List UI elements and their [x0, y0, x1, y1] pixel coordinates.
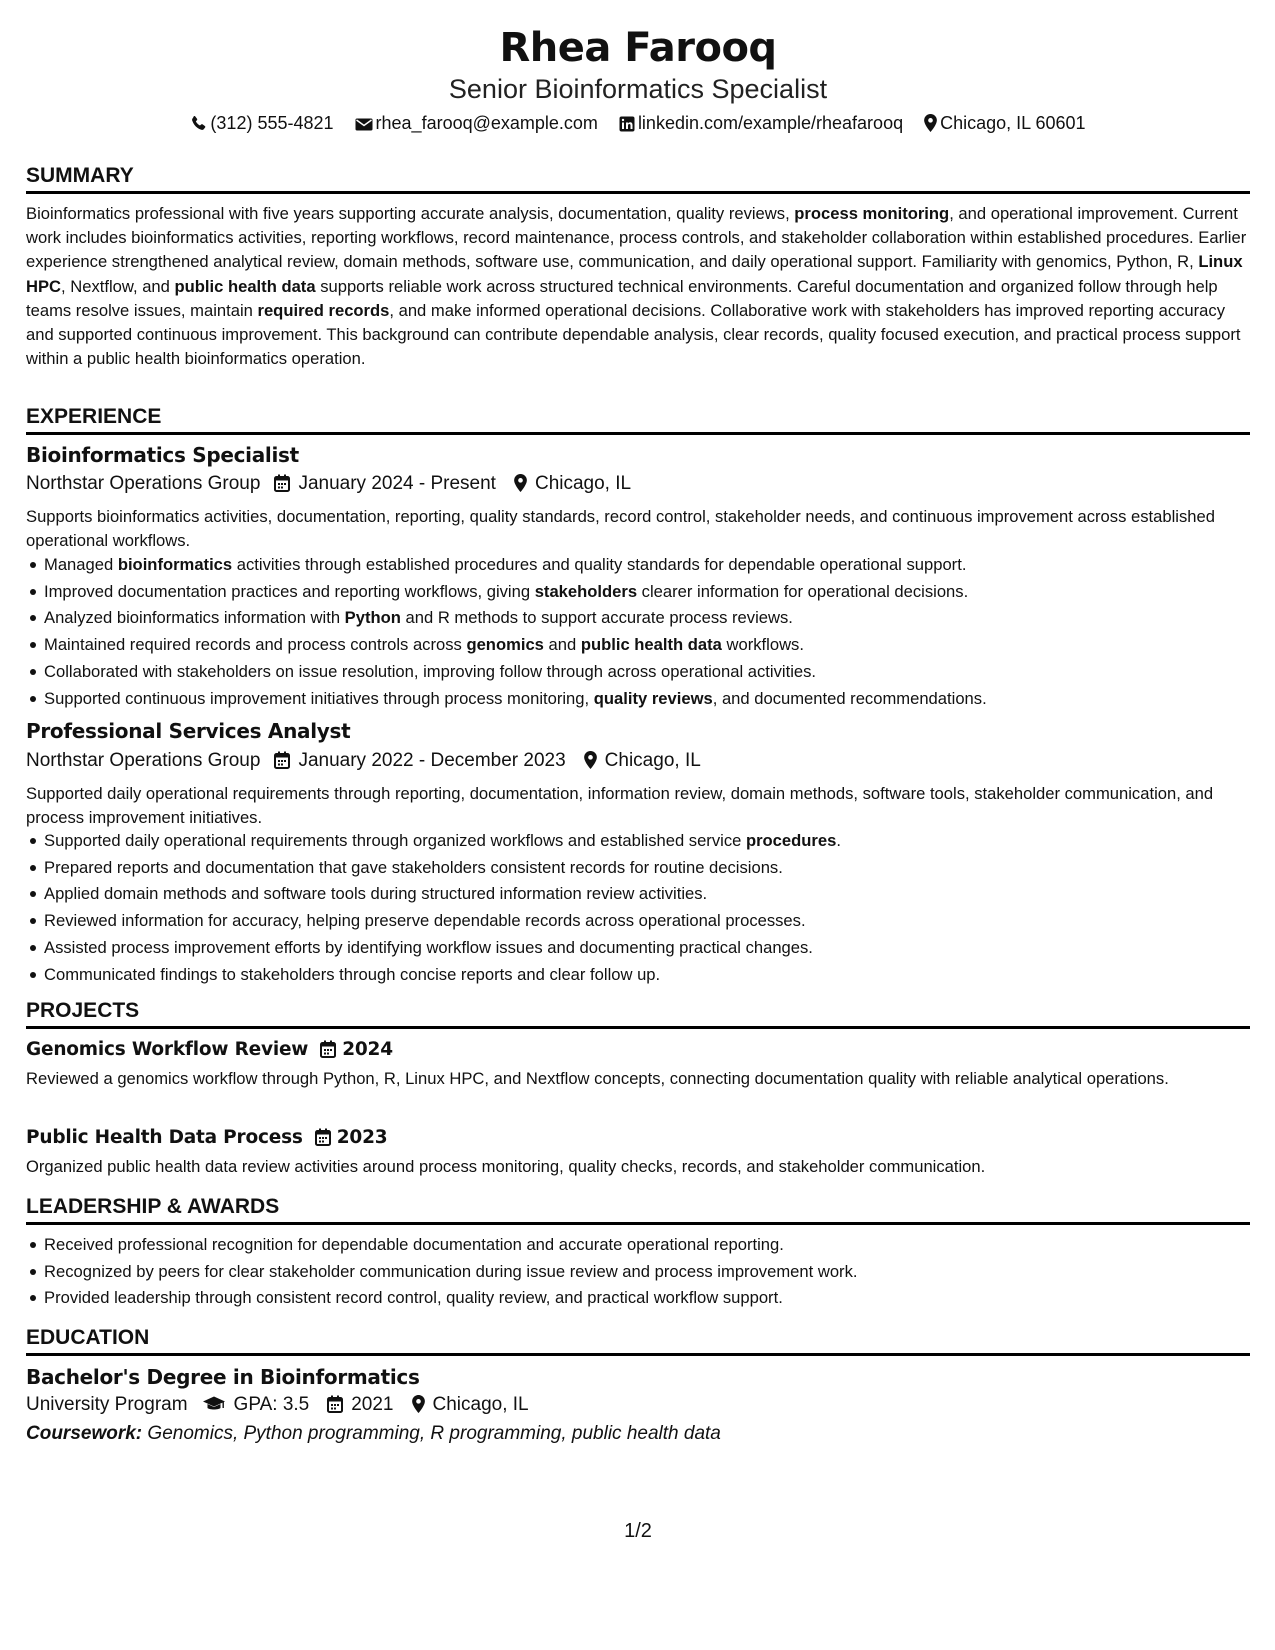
job-description: Supports bioinformatics activities, documentation, reporting, quality standards, record control, stakeholder needs, and continuous improvement across established operational workflows.	[26, 507, 1215, 551]
job-company: Northstar Operations Group	[26, 750, 261, 771]
list-item	[44, 552, 1268, 579]
bold-keyword: genomics	[466, 635, 544, 655]
calendar-icon	[274, 474, 290, 500]
phone-icon	[190, 115, 207, 132]
map-pin-icon	[584, 751, 597, 777]
calendar-icon	[274, 751, 290, 777]
text-run: workflows.	[721, 635, 804, 655]
bold-keyword: bioinformatics	[117, 555, 233, 574]
text-run: Reviewed information for accuracy, helping preserve dependable records across operational processes.	[44, 911, 806, 931]
project-description: Reviewed a genomics workflow through Python, R, Linux HPC, and Nextflow concepts, connecting documentation quality with reliable analytical operations.	[26, 1069, 1169, 1088]
bold-keyword: stakeholders	[534, 581, 638, 601]
bold-keyword: required records	[257, 300, 390, 320]
text-run: clearer information for operational decisions.	[637, 581, 969, 601]
graduation-year: 2021	[351, 1394, 394, 1415]
section-heading-education: EDUCATION	[26, 1325, 1250, 1356]
list-item	[44, 908, 1268, 935]
job-location: Chicago, IL	[604, 750, 701, 771]
project-year: 2023	[336, 1127, 388, 1148]
job-role: Bioinformatics Specialist	[26, 443, 299, 467]
list-item	[44, 828, 1268, 855]
list-item	[44, 881, 1268, 908]
resume-page	[26, 0, 1250, 1650]
bold-keyword: procedures	[745, 831, 837, 850]
job-dates: January 2024 - Present	[298, 473, 496, 494]
page-number: 1/2	[624, 1520, 652, 1542]
job-meta	[26, 748, 701, 777]
calendar-icon	[320, 1040, 336, 1066]
text-run: Recognized by peers for clear stakeholder communication during issue review and process improvement work.	[44, 1261, 858, 1281]
text-run: and	[543, 635, 581, 655]
bold-keyword: Linux HPC	[26, 252, 1243, 296]
list-item	[44, 1285, 1268, 1312]
candidate-title: Senior Bioinformatics Specialist	[448, 74, 828, 104]
text-run: Analyzed bioinformatics information with	[44, 608, 345, 628]
text-run: Maintained required records and process controls across	[44, 635, 467, 655]
text-run: Provided leadership through consistent record control, quality review, and practical workflow support.	[44, 1288, 783, 1308]
section-heading-projects: PROJECTS	[26, 998, 1250, 1029]
project-title	[26, 1037, 393, 1066]
text-run: , and operational improvement. Current work includes bioinformatics activities, reporting workflows, record maintenance, process controls, and stakeholder collaboration within established procedures. Earlier experience strengthened analytical review, domain methods, software use, communication, and daily operational support. Familiarity with genomics, Python, R,	[26, 204, 1247, 272]
project-description: Organized public health data review activities around process monitoring, quality checks, records, and stakeholder communication.	[26, 1157, 986, 1176]
list-item	[44, 686, 1268, 713]
degree-title: Bachelor's Degree in Bioinformatics	[26, 1365, 420, 1389]
job-meta	[26, 471, 631, 500]
contact-location-text: Chicago, IL 60601	[940, 113, 1086, 133]
bold-keyword: Python	[344, 608, 401, 628]
list-item	[44, 1259, 1268, 1286]
bold-keyword: public health data	[174, 276, 316, 296]
contact-linkedin-text: linkedin.com/example/rheafarooq	[637, 113, 904, 133]
job-dates: January 2022 - December 2023	[298, 750, 566, 771]
coursework-label: Coursework:	[26, 1423, 143, 1444]
map-pin-icon	[514, 474, 527, 500]
text-run: Received professional recognition for dependable documentation and accurate operational reporting.	[44, 1235, 784, 1254]
project-name: Public Health Data Process	[26, 1127, 303, 1148]
list-item	[44, 632, 1268, 659]
text-run: Managed	[44, 555, 118, 574]
school-location: Chicago, IL	[432, 1394, 529, 1415]
text-run: Bioinformatics professional with five years supporting accurate analysis, documentation, quality reviews,	[26, 204, 795, 223]
contact-linkedin[interactable]	[619, 111, 903, 135]
gpa: GPA: 3.5	[233, 1394, 310, 1415]
calendar-icon	[315, 1128, 331, 1154]
coursework	[26, 1421, 721, 1447]
text-run: supports reliable work across structured technical environments. Careful documentation and organized follow through help teams resolve issues, maintain	[26, 276, 1218, 320]
list-item	[44, 855, 1268, 882]
list-item	[44, 1232, 1268, 1259]
coursework-list: Genomics, Python programming, R programming, public health data	[142, 1423, 721, 1444]
school-name: University Program	[26, 1394, 188, 1415]
bold-keyword: process monitoring	[794, 204, 950, 223]
job-description: Supported daily operational requirements through reporting, documentation, information review, domain methods, software tools, stakeholder communication, and process improvement initiatives.	[26, 784, 1214, 828]
map-pin-icon	[924, 114, 937, 132]
text-run: Assisted process improvement efforts by identifying workflow issues and documenting practical changes.	[44, 937, 813, 957]
linkedin-icon	[619, 116, 635, 132]
contact-bar	[26, 111, 1250, 135]
text-run: Prepared reports and documentation that gave stakeholders consistent records for routine decisions.	[44, 857, 783, 877]
list-item	[44, 962, 1268, 989]
text-run: , Nextflow, and	[61, 276, 175, 296]
job-company: Northstar Operations Group	[26, 473, 261, 494]
text-run: Communicated findings to stakeholders through concise reports and clear follow up.	[44, 964, 661, 984]
section-heading-summary: SUMMARY	[26, 163, 1250, 194]
text-run: Supported daily operational requirements through organized workflows and established service	[44, 831, 746, 850]
envelope-icon	[355, 117, 373, 132]
contact-email-text: rhea_farooq@example.com	[375, 113, 598, 133]
section-heading-experience: EXPERIENCE	[26, 404, 1250, 435]
list-item	[44, 935, 1268, 962]
contact-phone-text: (312) 555-4821	[210, 113, 334, 133]
list-item	[44, 659, 1268, 686]
text-run: Applied domain methods and software tools during structured information review activities.	[44, 884, 708, 904]
project-year: 2024	[342, 1039, 393, 1060]
job-role: Professional Services Analyst	[26, 719, 351, 743]
bold-keyword: quality reviews	[593, 688, 713, 708]
text-run: , and documented recommendations.	[712, 688, 987, 708]
candidate-name: Rhea Farooq	[499, 25, 777, 71]
job-bullets	[26, 552, 1268, 712]
contact-email[interactable]	[355, 111, 598, 135]
text-run: , and make informed operational decisions. Collaborative work with stakeholders has improved reporting accuracy and supported continuous improvement. This background can contribute dependable analysis, clear records, quality focused execution, and practical process support within a public health bioinformatics operation.	[26, 300, 1241, 369]
list-item	[44, 605, 1268, 632]
list-item	[44, 579, 1268, 606]
text-run: .	[836, 831, 841, 850]
leadership-bullets	[26, 1232, 1268, 1312]
text-run: Improved documentation practices and reporting workflows, giving	[44, 581, 535, 601]
map-pin-icon	[412, 1395, 425, 1421]
text-run: Collaborated with stakeholders on issue resolution, improving follow through across operational activities.	[44, 661, 817, 681]
text-run: activities through established procedures and quality standards for dependable operational support.	[232, 555, 967, 574]
bold-keyword: public health data	[580, 635, 722, 655]
project-title	[26, 1125, 387, 1154]
calendar-icon	[327, 1395, 343, 1421]
contact-location	[924, 111, 1085, 135]
job-bullets	[26, 828, 1268, 988]
text-run: Supported continuous improvement initiatives through process monitoring,	[44, 688, 594, 708]
text-run: and R methods to support accurate process reviews.	[400, 608, 793, 628]
graduation-cap-icon	[202, 1395, 226, 1421]
summary-paragraph	[26, 202, 1250, 371]
contact-phone[interactable]	[190, 111, 333, 135]
project-name: Genomics Workflow Review	[26, 1039, 309, 1060]
section-heading-leadership: LEADERSHIP & AWARDS	[26, 1194, 1250, 1225]
education-meta	[26, 1392, 529, 1421]
job-location: Chicago, IL	[534, 473, 632, 494]
